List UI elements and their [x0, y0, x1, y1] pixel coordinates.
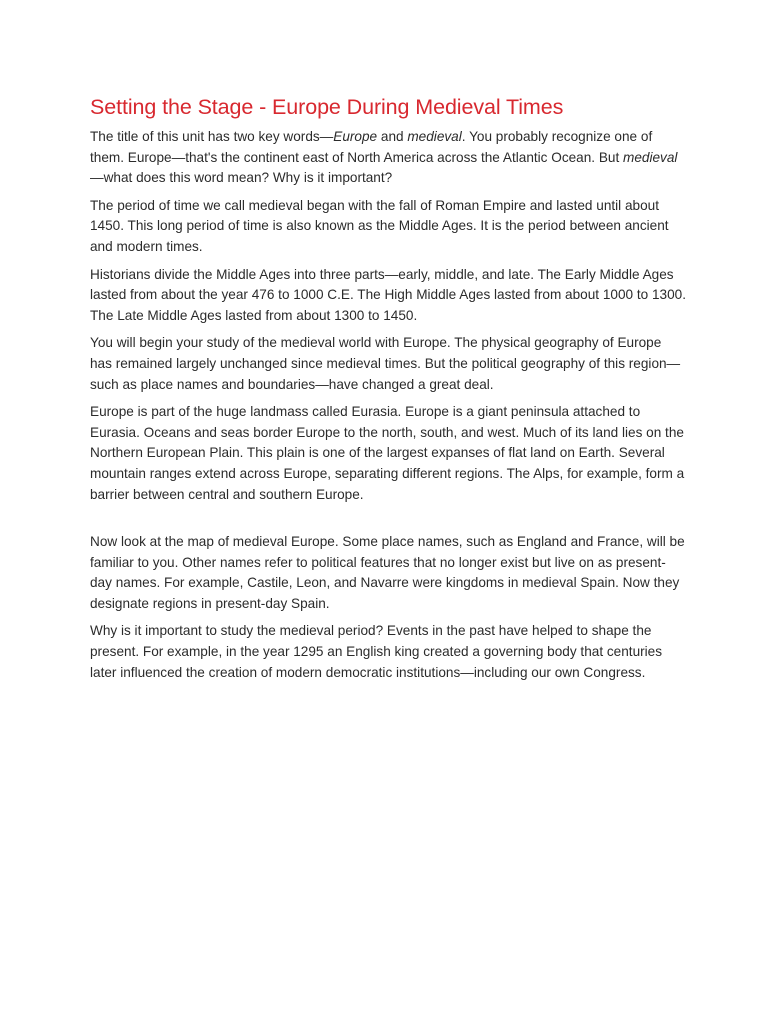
- paragraph-intro-text: and: [377, 129, 408, 144]
- emphasis-medieval: medieval: [623, 149, 678, 165]
- paragraph-intro: [90, 127, 686, 189]
- document-page: [90, 93, 686, 690]
- paragraph-medieval-period: The period of time we call medieval began with the fall of Roman Empire and lasted until about 1450. This long period of time is also known as the Middle Ages. It is the period between ancient and modern times.: [90, 197, 669, 254]
- paragraph-intro-text: —what does this word mean? Why is it important?: [90, 170, 393, 186]
- paragraph-intro-text: The title of this unit has two key words—: [90, 129, 334, 144]
- page-title: Setting the Stage - Europe During Medieval Times: [90, 95, 564, 119]
- paragraph-map: Now look at the map of medieval Europe. Some place names, such as England and France, will be familiar to you. Other names refer to political features that no longer exist but live on as present-day names. For example, Castile, Leon, and Navarre were kingdoms in medieval Spain. Now they designate regions in present-day Spain.: [90, 534, 685, 611]
- emphasis-medieval: medieval: [407, 129, 462, 144]
- paragraph-importance: Why is it important to study the medieval period? Events in the past have helped to shape the present. For example, in the year 1295 an English king created a governing body that centuries later influenced the creation of modern democratic institutions—including our own Congress.: [90, 623, 663, 680]
- emphasis-europe: Europe: [333, 129, 378, 144]
- paragraph-middle-ages-parts: Historians divide the Middle Ages into three parts—early, middle, and late. The Early Middle Ages lasted from about the year 476 to 1000 C.E. The High Middle Ages lasted from about 1000 to 1300. The Late Middle Ages lasted from about 1300 to 1450.: [90, 266, 686, 323]
- paragraph-eurasia: Europe is part of the huge landmass called Eurasia. Europe is a giant peninsula attached to Eurasia. Oceans and seas border Europe to the north, south, and west. Much of its land lies on the Northern European Plain. This plain is one of the largest expanses of flat land on Earth. Several mountain ranges extend across Europe, separating different regions. The Alps, for example, form a barrier between central and southern Europe.: [90, 404, 685, 502]
- paragraph-geography: You will begin your study of the medieval world with Europe. The physical geography of Europe has remained largely unchanged since medieval times. But the political geography of this region—such as place names and boundaries—have changed a great deal.: [90, 335, 681, 392]
- paragraph-intro-text: . You probably recognize one of them. Europe—that's the continent east of North America across the Atlantic Ocean. But: [90, 129, 653, 165]
